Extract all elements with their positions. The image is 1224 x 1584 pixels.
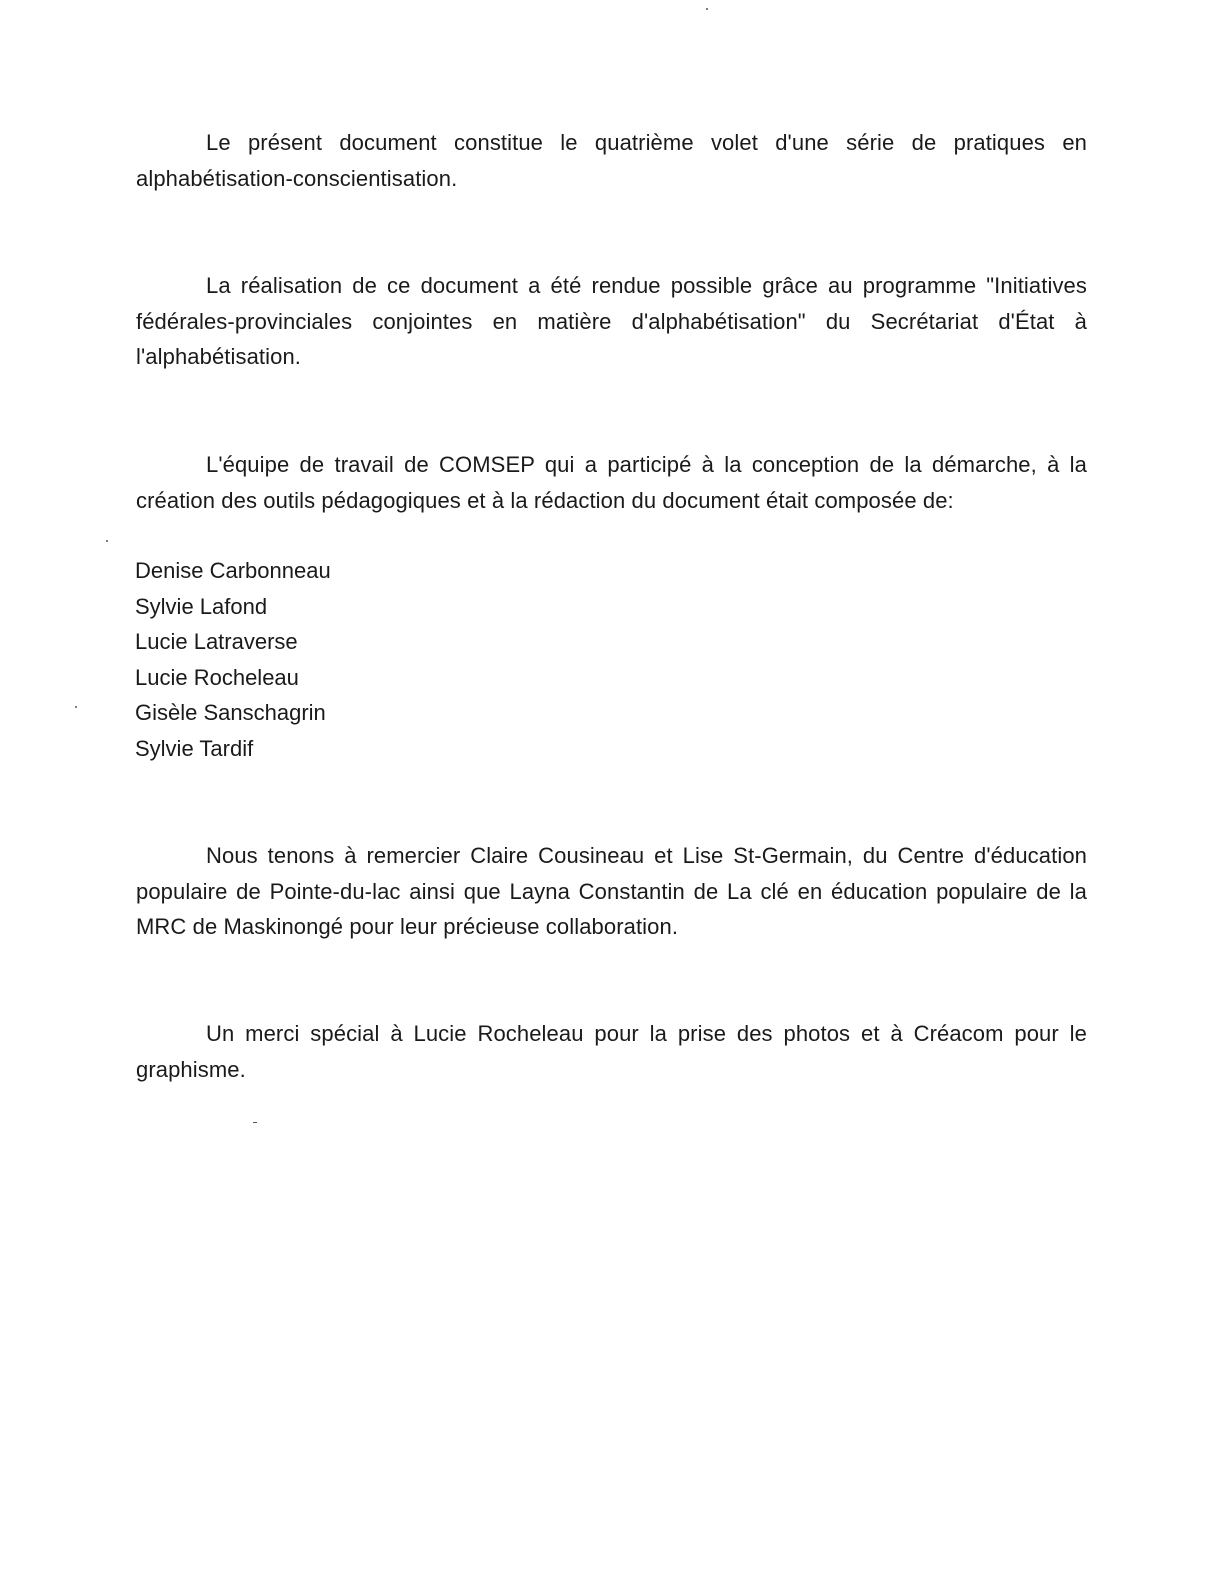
scan-speck	[106, 540, 108, 542]
team-member: Lucie Latraverse	[135, 629, 298, 655]
team-member: Sylvie Lafond	[135, 593, 268, 619]
thanks-paragraph	[136, 838, 1087, 945]
thanks-paragraph-text: Nous tenons à remercier Claire Cousineau et Lise St-Germain, du Centre d'éducation populaire de Pointe-du-lac ainsi que Layna Constantin de La clé en éducation populaire de la MRC de Maskinongé pour leur précieuse collaboration.	[136, 843, 1087, 939]
funding-paragraph-text: La réalisation de ce document a été rendue possible grâce au programme "Initiatives fédérales-provinciales conjointes en matière d'alphabétisation" du Secrétariat d'État à l'alphabétisation.	[136, 273, 1087, 369]
team-paragraph-text: L'équipe de travail de COMSEP qui a participé à la conception de la démarche, à la création des outils pédagogiques et à la rédaction du document était composée de:	[136, 452, 1087, 513]
scan-speck	[706, 8, 708, 10]
team-member: Sylvie Tardif	[135, 735, 254, 761]
team-member: Gisèle Sanschagrin	[135, 700, 326, 726]
intro-paragraph	[136, 125, 1087, 196]
scan-speck	[253, 1122, 257, 1123]
team-member: Denise Carbonneau	[135, 558, 331, 583]
scan-speck	[75, 706, 77, 708]
special-thanks-paragraph	[136, 1016, 1087, 1087]
team-members-list	[135, 553, 331, 767]
intro-paragraph-text: Le présent document constitue le quatrième volet d'une série de pratiques en alphabétisation-conscientisation.	[136, 130, 1087, 191]
team-member: Lucie Rocheleau	[135, 664, 299, 690]
funding-paragraph	[136, 268, 1087, 375]
special-thanks-paragraph-text: Un merci spécial à Lucie Rocheleau pour la prise des photos et à Créacom pour le graphisme.	[136, 1021, 1087, 1082]
team-paragraph	[136, 447, 1087, 518]
